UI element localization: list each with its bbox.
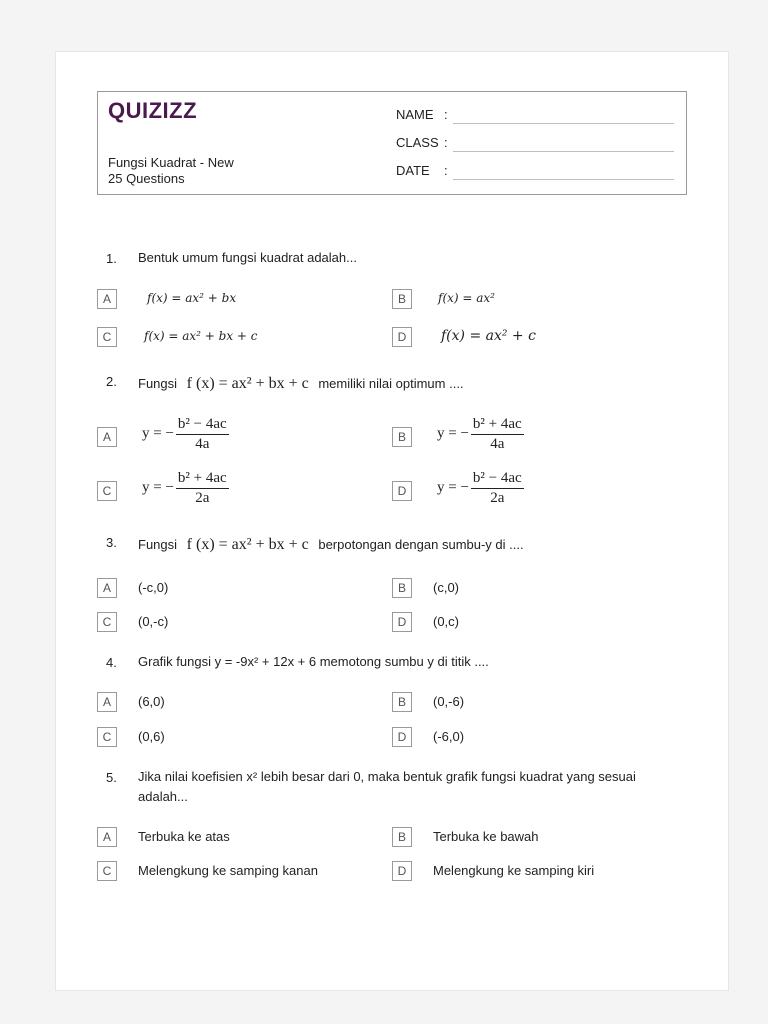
q2-option-a-box[interactable]: A	[97, 427, 117, 447]
quizizz-logo: QUIZIZZ	[108, 98, 198, 123]
question-5-text-line1: Jika nilai koefisien x² lebih besar dari 0, maka bentuk grafik fungsi kuadrat yang sesuai	[138, 769, 636, 784]
q2-option-d-box[interactable]: D	[392, 481, 412, 501]
q1-option-d-box[interactable]: D	[392, 327, 412, 347]
class-line[interactable]	[453, 151, 674, 152]
q3-option-c-text: (0,-c)	[138, 614, 169, 629]
date-label: DATE	[396, 163, 430, 178]
question-4-text: Grafik fungsi y = -9x² + 12x + 6 memotong sumbu y di titik ....	[138, 654, 489, 669]
quiz-title: Fungsi Kuadrat - New	[108, 155, 234, 170]
q1-option-a-box[interactable]: A	[97, 289, 117, 309]
question-5-number: 5.	[106, 770, 117, 785]
worksheet-header	[97, 91, 687, 195]
name-line[interactable]	[453, 123, 674, 124]
q2-option-c-box[interactable]: C	[97, 481, 117, 501]
q5-option-c-text: Melengkung ke samping kanan	[138, 863, 318, 878]
q2-option-c-text: y = − $\frac{\text{b² + 4ac}}{2a}$	[142, 470, 227, 506]
q3-option-d-text: (0,c)	[433, 614, 459, 629]
name-label: NAME	[396, 107, 434, 122]
q4-option-c-text: (0,6)	[138, 729, 165, 744]
q3-option-b-box[interactable]: B	[392, 578, 412, 598]
q5-option-d-text: Melengkung ke samping kiri	[433, 863, 595, 878]
class-label: CLASS	[396, 135, 439, 150]
q3-option-a-text: (-c,0)	[138, 580, 169, 595]
question-count: 25 Questions	[108, 171, 185, 186]
q4-option-d-text: (-6,0)	[433, 729, 465, 744]
class-field[interactable]: CLASS :	[396, 135, 452, 150]
question-2-formula: f (x) = ax² + bx + c	[186, 375, 309, 392]
question-2-text: Fungsi f (x) = ax² + bx + c memiliki nilai optimum ....	[138, 375, 464, 392]
q5-option-a-box[interactable]: A	[97, 827, 117, 847]
q1-option-b-text: f(x) = ax²	[438, 291, 495, 305]
q5-option-b-box[interactable]: B	[392, 827, 412, 847]
q2-option-b-text: y = − $\frac{\text{b² + 4ac}}{4a}$	[437, 416, 522, 452]
q1-option-c-box[interactable]: C	[97, 327, 117, 347]
q1-option-c-text: f(x) = ax² + bx + c	[144, 329, 258, 343]
question-3-text: Fungsi f (x) = ax² + bx + c berpotongan dengan sumbu-y di ....	[138, 536, 524, 553]
q5-option-c-box[interactable]: C	[97, 861, 117, 881]
q4-option-a-box[interactable]: A	[97, 692, 117, 712]
date-field[interactable]: DATE :	[396, 163, 452, 178]
question-2-number: 2.	[106, 374, 117, 389]
q4-option-b-text: (0,-6)	[433, 694, 465, 709]
question-1-number: 1.	[106, 251, 117, 266]
q1-option-a-text: f(x) = ax² + bx	[147, 291, 237, 305]
q2-option-a-text: y = − $\frac{\text{b² − 4ac}}{4a}$	[142, 416, 227, 452]
q5-option-b-text: Terbuka ke bawah	[433, 829, 539, 844]
q4-option-d-box[interactable]: D	[392, 727, 412, 747]
question-3-number: 3.	[106, 535, 117, 550]
q2-option-d-text: y = − $\frac{\text{b² − 4ac}}{2a}$	[437, 470, 522, 506]
q3-option-a-box[interactable]: A	[97, 578, 117, 598]
q1-option-b-box[interactable]: B	[392, 289, 412, 309]
q3-option-d-box[interactable]: D	[392, 612, 412, 632]
q5-option-a-text: Terbuka ke atas	[138, 829, 230, 844]
q5-option-d-box[interactable]: D	[392, 861, 412, 881]
q4-option-b-box[interactable]: B	[392, 692, 412, 712]
q3-option-b-text: (c,0)	[433, 580, 459, 595]
q2-option-b-box[interactable]: B	[392, 427, 412, 447]
q4-option-c-box[interactable]: C	[97, 727, 117, 747]
date-line[interactable]	[453, 179, 674, 180]
question-1-text: Bentuk umum fungsi kuadrat adalah...	[138, 250, 357, 265]
q3-option-c-box[interactable]: C	[97, 612, 117, 632]
q4-option-a-text: (6,0)	[138, 694, 165, 709]
question-3-formula: f (x) = ax² + bx + c	[186, 536, 309, 553]
name-field[interactable]: NAME :	[396, 107, 452, 122]
q1-option-d-text: f(x) = ax² + c	[441, 328, 536, 344]
question-5-text-line2: adalah...	[138, 789, 188, 804]
question-4-number: 4.	[106, 655, 117, 670]
